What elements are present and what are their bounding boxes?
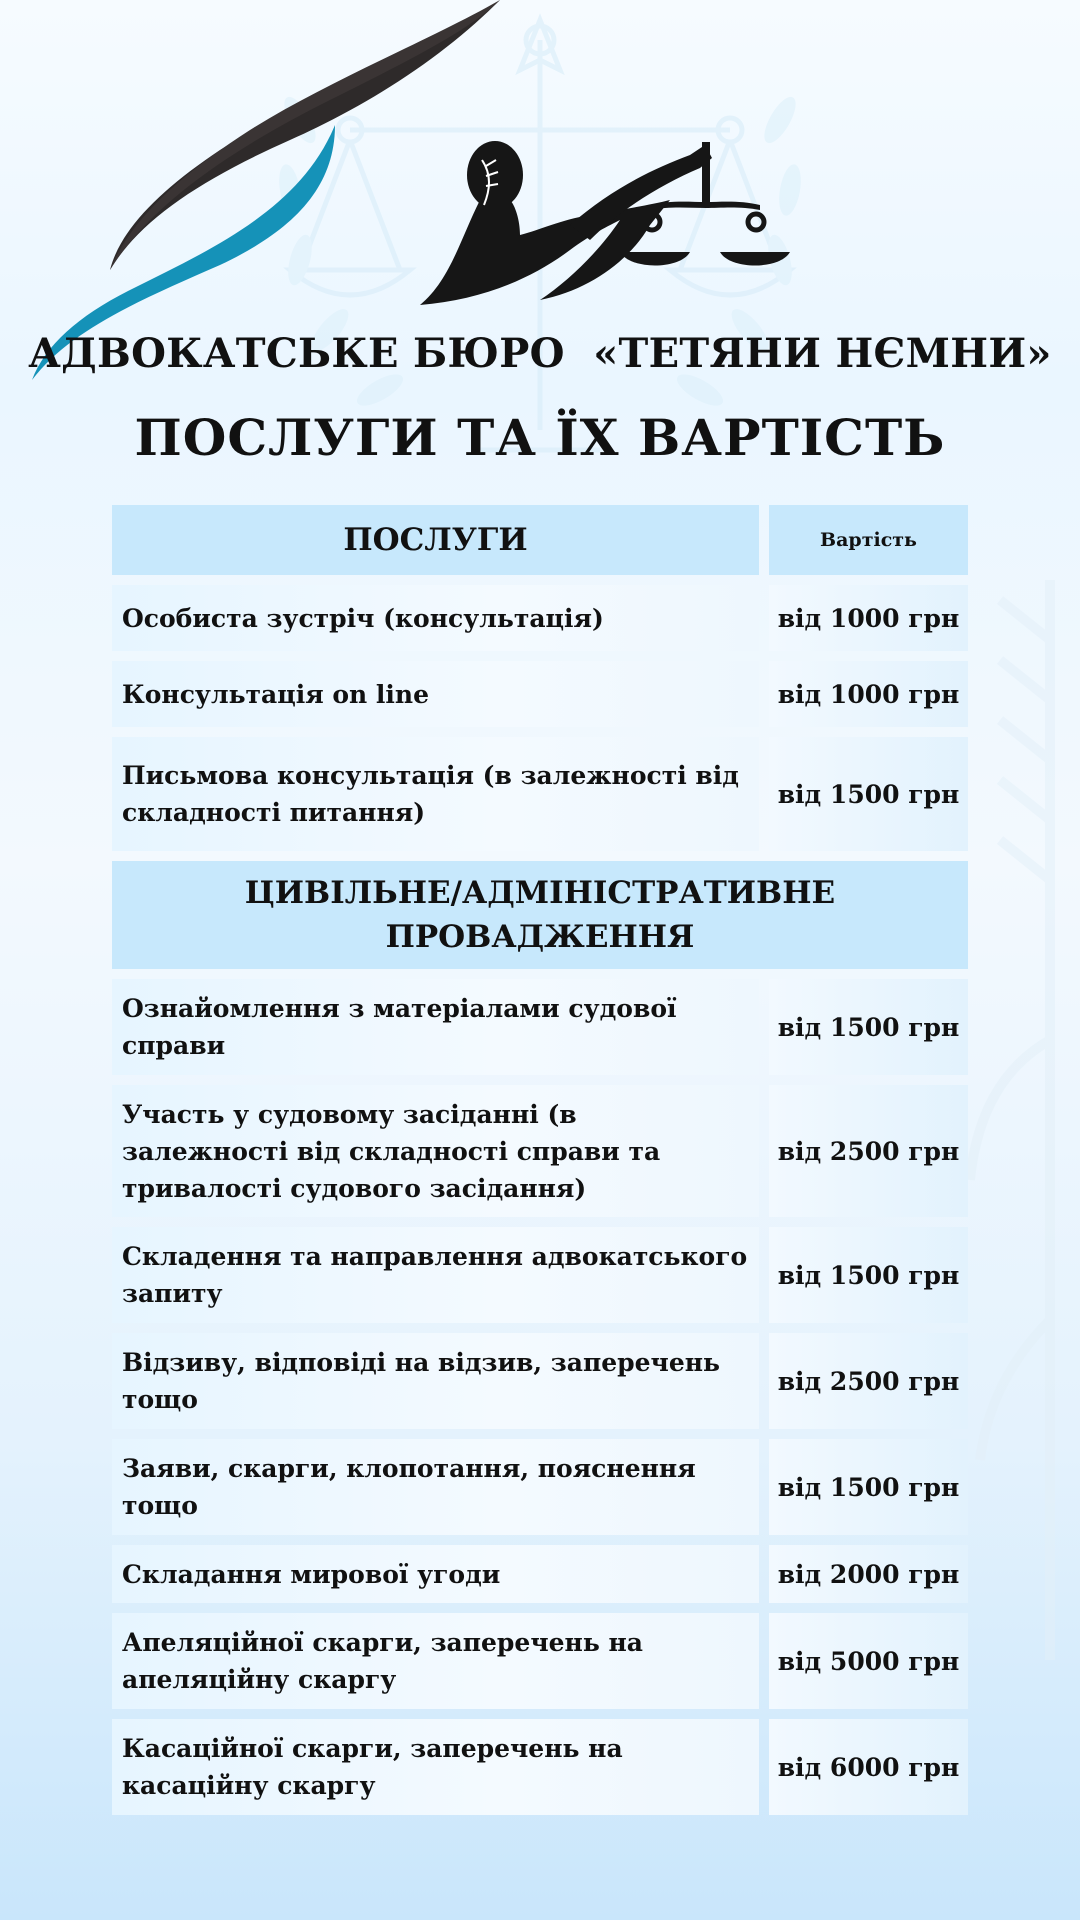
price-cell: від 2000 грн [769, 1545, 968, 1603]
table-row [112, 1545, 968, 1603]
table-row [112, 1333, 968, 1429]
services-column-header: ПОСЛУГИ [112, 505, 759, 575]
wheat-decoration-icon [960, 560, 1080, 1660]
service-cell: Відзиву, відповіді на відзив, заперечень тощо [112, 1333, 759, 1429]
table-row [112, 1719, 968, 1815]
service-cell: Консультація on line [112, 661, 759, 727]
page-title: ПОСЛУГИ ТА ЇХ ВАРТІСТЬ [134, 408, 946, 467]
service-cell: Касаційної скарги, заперечень на касаційну скаргу [112, 1719, 759, 1815]
service-cell: Заяви, скарги, клопотання, пояснення тощо [112, 1439, 759, 1535]
service-cell: Участь у судовому засіданні (в залежності від складності справи та тривалості судового засідання) [112, 1085, 759, 1217]
section-title: ЦИВІЛЬНЕ/АДМІНІСТРАТИВНЕ ПРОВАДЖЕННЯ [112, 861, 968, 969]
firm-name: АДВОКАТСЬКЕ БЮРО «ТЕТЯНИ НЄМНИ» [28, 330, 1052, 377]
table-row [112, 585, 968, 651]
service-cell: Особиста зустріч (консультація) [112, 585, 759, 651]
table-row [112, 1613, 968, 1709]
table-row [112, 1439, 968, 1535]
service-cell: Ознайомлення з матеріалами судової справи [112, 979, 759, 1075]
price-cell: від 6000 грн [769, 1719, 968, 1815]
price-cell: від 1500 грн [769, 1227, 968, 1323]
price-cell: від 1500 грн [769, 979, 968, 1075]
price-cell: від 1000 грн [769, 661, 968, 727]
table-row [112, 661, 968, 727]
price-table [112, 505, 968, 1825]
price-cell: від 2500 грн [769, 1085, 968, 1217]
price-cell: від 2500 грн [769, 1333, 968, 1429]
table-row [112, 1085, 968, 1217]
table-header-row [112, 505, 968, 575]
section-header-row [112, 861, 968, 969]
price-cell: від 1500 грн [769, 1439, 968, 1535]
price-cell: від 1000 грн [769, 585, 968, 651]
service-cell: Складення та направлення адвокатського запиту [112, 1227, 759, 1323]
table-row [112, 737, 968, 851]
service-cell: Складання мирової угоди [112, 1545, 759, 1603]
table-row [112, 1227, 968, 1323]
themis-silhouette-icon [420, 130, 800, 310]
price-column-header: Вартість [769, 505, 968, 575]
table-row [112, 979, 968, 1075]
price-cell: від 5000 грн [769, 1613, 968, 1709]
service-cell: Письмова консультація (в залежності від складності питання) [112, 737, 759, 851]
price-cell: від 1500 грн [769, 737, 968, 851]
service-cell: Апеляційної скарги, заперечень на апеляційну скаргу [112, 1613, 759, 1709]
